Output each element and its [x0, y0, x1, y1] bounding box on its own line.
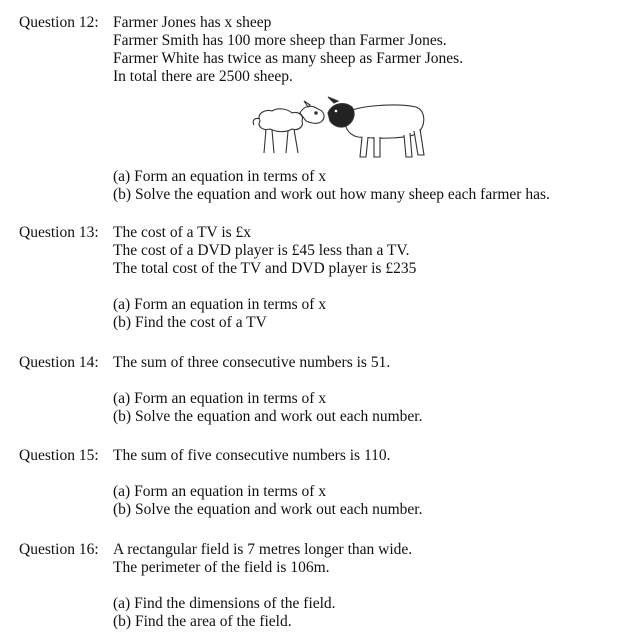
- question-body: [113, 354, 423, 426]
- question-statement: Farmer White has twice as many sheep as Farmer Jones.: [113, 50, 464, 67]
- question-part-b: (b) Solve the equation and work out each number.: [113, 408, 423, 425]
- question-statement: The sum of five consecutive numbers is 110.: [113, 447, 391, 464]
- question-part-b: (b) Find the cost of a TV: [113, 314, 267, 331]
- question-statement: A rectangular field is 7 metres longer than wide.: [113, 541, 413, 558]
- question-body: [113, 224, 416, 332]
- question-label: Question 14:: [19, 354, 99, 371]
- question-body: [113, 541, 412, 631]
- question-part-a: (a) Form an equation in terms of x: [113, 296, 327, 313]
- question-part-a: (a) Form an equation in terms of x: [113, 390, 327, 407]
- lamb-icon: [253, 101, 324, 153]
- question-part-b: (b) Solve the equation and work out how many sheep each farmer has.: [113, 186, 550, 203]
- question-statement: The total cost of the TV and DVD player is £235: [113, 260, 417, 277]
- question-statement: The perimeter of the field is 106m.: [113, 559, 330, 576]
- question-body: [113, 447, 423, 519]
- question-label: Question 16:: [19, 541, 99, 558]
- question-statement: In total there are 2500 sheep.: [113, 68, 293, 85]
- sheep-icon: [248, 95, 428, 163]
- question-part-a: (a) Form an equation in terms of x: [113, 483, 327, 500]
- question-part-b: (b) Find the area of the field.: [113, 613, 292, 630]
- question-label: Question 12:: [19, 14, 99, 31]
- question-statement: The sum of three consecutive numbers is 51.: [113, 354, 391, 371]
- adult-sheep-icon: [328, 97, 424, 157]
- question-statement: The cost of a DVD player is £45 less than a TV.: [113, 242, 410, 259]
- question-statement: The cost of a TV is £x: [113, 224, 252, 241]
- question-statement: Farmer Jones has x sheep: [113, 14, 272, 31]
- question-part-b: (b) Solve the equation and work out each number.: [113, 501, 423, 518]
- question-parts: [113, 168, 550, 204]
- question-part-a: (a) Find the dimensions of the field.: [113, 595, 336, 612]
- question-body: [113, 14, 463, 86]
- question-label: Question 13:: [19, 224, 99, 241]
- question-statement: Farmer Smith has 100 more sheep than Farmer Jones.: [113, 32, 447, 49]
- question-part-a: (a) Form an equation in terms of x: [113, 168, 327, 185]
- question-label: Question 15:: [19, 447, 99, 464]
